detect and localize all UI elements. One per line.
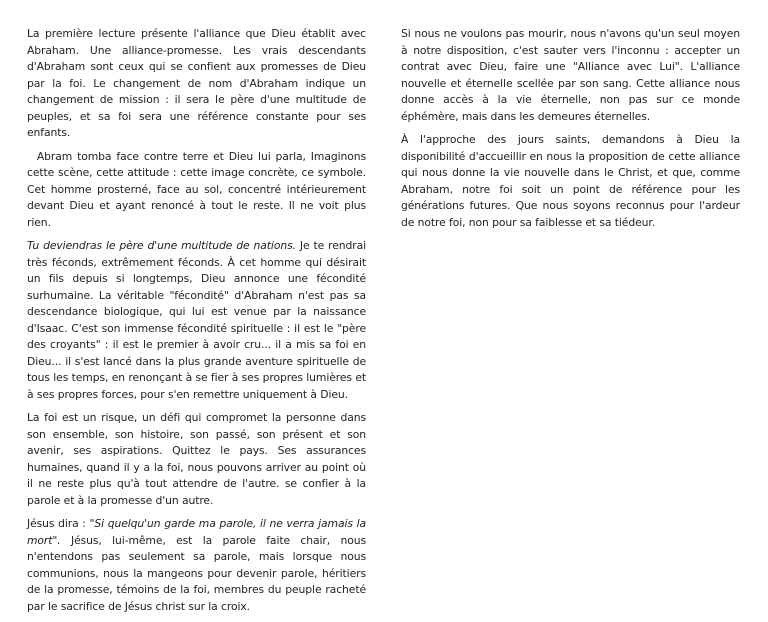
paragraph-fecondite-text: Je te rendrai très féconds, extrêmement féconds. À cet homme qui désirait un fils depuis si longtemps, Dieu annonce une fécondité surhumaine. La véritable "fécondité" d'Abraham n'est pas sa descendance biologique, qui lui est venue par la naissance d'Isaac. C'est son immense fécondité spirituelle : il est le "père des croyants" : il est le premier à avoir cru... il a mis sa foi en Dieu... il s'est lancé dans la plus grande aventure spirituelle de tous les temps, en renonçant à se fier à ses propres lumières et à ses propres forces, pour s'en remettre uniquement à Dieu.	[27, 239, 366, 401]
paragraph-jesus-intro: Jésus dira :	[27, 517, 90, 530]
quote-multitude-nations: Tu deviendras le père d'une multitude de nations.	[27, 239, 296, 252]
paragraph-fecondite	[27, 238, 366, 403]
paragraph-jesus-text: Jésus, lui-même, est la parole faite chair, nous n'entendons pas seulement sa parole, mais lorsque nous communions, nous la mangeons pour devenir parole, héritiers de la promesse, témoins de la foi, membres du peuple racheté par le sacrifice de Jésus christ sur la croix.	[27, 533, 366, 613]
paragraph-alliance-promesse: La première lecture présente l'alliance que Dieu établit avec Abraham. Une alliance-promesse. Les vrais descendants d'Abraham sont ceux qui se confient aux promesses de Dieu par la foi. Le changement de nom d'Abraham indique un changement de mission : il sera le père d'une multitude de peuples, et sa foi sera une référence constante pour ses enfants.	[27, 27, 366, 139]
paragraph-jesus-parole	[27, 516, 366, 615]
paragraph-jours-saints: À l'approche des jours saints, demandons à Dieu la disponibilité d'accueillir en nous la proposition de cette alliance qui nous donne la vie nouvelle dans le Christ, et que, comme Abraham, notre foi soit un point de référence pour les générations futures. Que nous soyons reconnus pour l'ardeur de notre foi, non pour sa faiblesse et sa tiédeur.	[401, 133, 740, 229]
paragraph-abram-prosterne: Abram tomba face contre terre et Dieu lui parla, Imaginons cette scène, cette attitude : cette image concrète, ce symbole. Cet homme prosterné, face au sol, concentré intérieurement devant Dieu et ayant renoncé à tout le reste. Il ne voit plus rien.	[27, 149, 370, 229]
quote-garde-ma-parole: "Si quelqu'un garde ma parole, il ne verra jamais la mort".	[27, 517, 366, 547]
paragraph-alliance-nouvelle: Si nous ne voulons pas mourir, nous n'avons qu'un seul moyen à notre disposition, c'est sauter vers l'inconnu : accepter un contrat avec Dieu, faire une "Alliance avec Lui". L'alliance nouvelle et éternelle scellée par son sang. Cette alliance nous donne accès à la vie éternelle, non pas sur ce monde éphémère, mais dans les demeures éternelles.	[401, 27, 740, 123]
left-column	[27, 26, 370, 622]
right-column	[401, 26, 740, 238]
paragraph-foi-risque: La foi est un risque, un défi qui compromet la personne dans son ensemble, son histoire, son passé, son présent et son avenir, ses aspirations. Quittez le pays. Ses assurances humaines, quand il y a la foi, nous pouvons arriver au point où il ne reste plus qu'à tout attendre de l'autre. se confier à la parole et à la promesse d'un autre.	[27, 411, 366, 507]
